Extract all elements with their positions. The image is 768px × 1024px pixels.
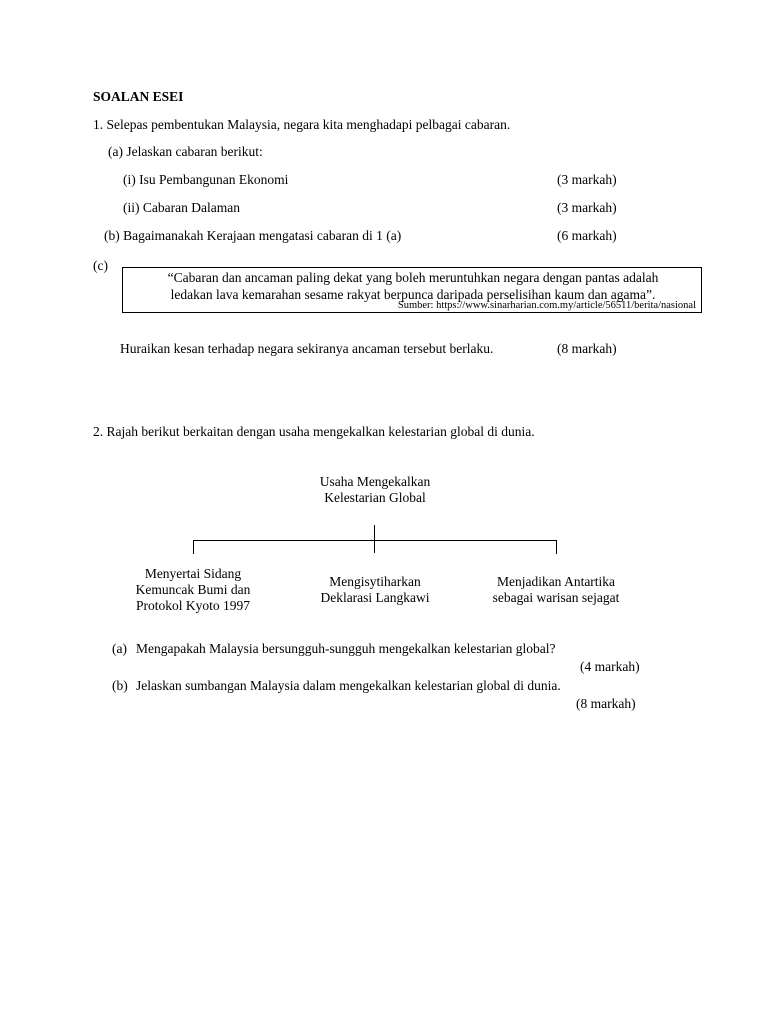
q1-part-a-i: (i) Isu Pembangunan Ekonomi bbox=[123, 172, 289, 187]
branch1-line-1: Menyertai Sidang bbox=[144, 566, 242, 581]
diagram-trunk-line bbox=[374, 525, 375, 553]
branch3-line-2: sebagai warisan sejagat bbox=[492, 590, 620, 605]
branch1-line-3: Protokol Kyoto 1997 bbox=[135, 598, 250, 613]
q2-part-a-marks: (4 markah) bbox=[580, 659, 640, 674]
q1-part-a-ii: (ii) Cabaran Dalaman bbox=[123, 200, 240, 215]
q2-part-a-label: (a) bbox=[112, 641, 127, 656]
branch3-line-1: Menjadikan Antartika bbox=[496, 574, 616, 589]
quote-line-1: “Cabaran dan ancaman paling dekat yang boleh meruntuhkan negara dengan pantas adalah bbox=[167, 270, 659, 285]
q1-intro: 1. Selepas pembentukan Malaysia, negara kita menghadapi pelbagai cabaran. bbox=[93, 117, 511, 132]
q1-part-a-i-marks: (3 markah) bbox=[557, 172, 617, 187]
quote-line-2: ledakan lava kemarahan sesame rakyat berpunca daripada perselisihan kaum dan agama”. bbox=[170, 287, 656, 302]
diagram-branch1-line bbox=[193, 540, 194, 554]
q1-part-c-marks: (8 markah) bbox=[557, 341, 617, 356]
q2-part-b: Jelaskan sumbangan Malaysia dalam mengekalkan kelestarian global di dunia. bbox=[136, 678, 561, 693]
q1-part-c-label: (c) bbox=[93, 258, 108, 273]
q2-part-b-marks: (8 markah) bbox=[576, 696, 636, 711]
q2-part-b-label: (b) bbox=[112, 678, 128, 693]
branch2-line-1: Mengisytiharkan bbox=[329, 574, 421, 589]
diagram-horizontal-line bbox=[193, 540, 557, 541]
branch1-line-2: Kemuncak Bumi dan bbox=[135, 582, 251, 597]
q1-part-c-question: Huraikan kesan terhadap negara sekiranya ancaman tersebut berlaku. bbox=[120, 341, 494, 356]
diagram-root-line-1: Usaha Mengekalkan bbox=[319, 474, 431, 489]
q1-part-a-ii-marks: (3 markah) bbox=[557, 200, 617, 215]
diagram-root-line-2: Kelestarian Global bbox=[324, 490, 426, 505]
quote-source: Sumber: https://www.sinarharian.com.my/article/56511/berita/nasional bbox=[397, 300, 696, 311]
q2-intro: 2. Rajah berikut berkaitan dengan usaha mengekalkan kelestarian global di dunia. bbox=[93, 424, 535, 439]
section-heading: SOALAN ESEI bbox=[93, 89, 184, 104]
diagram-branch3-line bbox=[556, 540, 557, 554]
q1-part-b-marks: (6 markah) bbox=[557, 228, 617, 243]
quote-box bbox=[122, 267, 702, 313]
q2-part-a: Mengapakah Malaysia bersungguh-sungguh mengekalkan kelestarian global? bbox=[136, 641, 556, 656]
branch2-line-2: Deklarasi Langkawi bbox=[320, 590, 430, 605]
q1-part-b: (b) Bagaimanakah Kerajaan mengatasi cabaran di 1 (a) bbox=[104, 228, 402, 243]
q1-part-a: (a) Jelaskan cabaran berikut: bbox=[108, 144, 263, 159]
